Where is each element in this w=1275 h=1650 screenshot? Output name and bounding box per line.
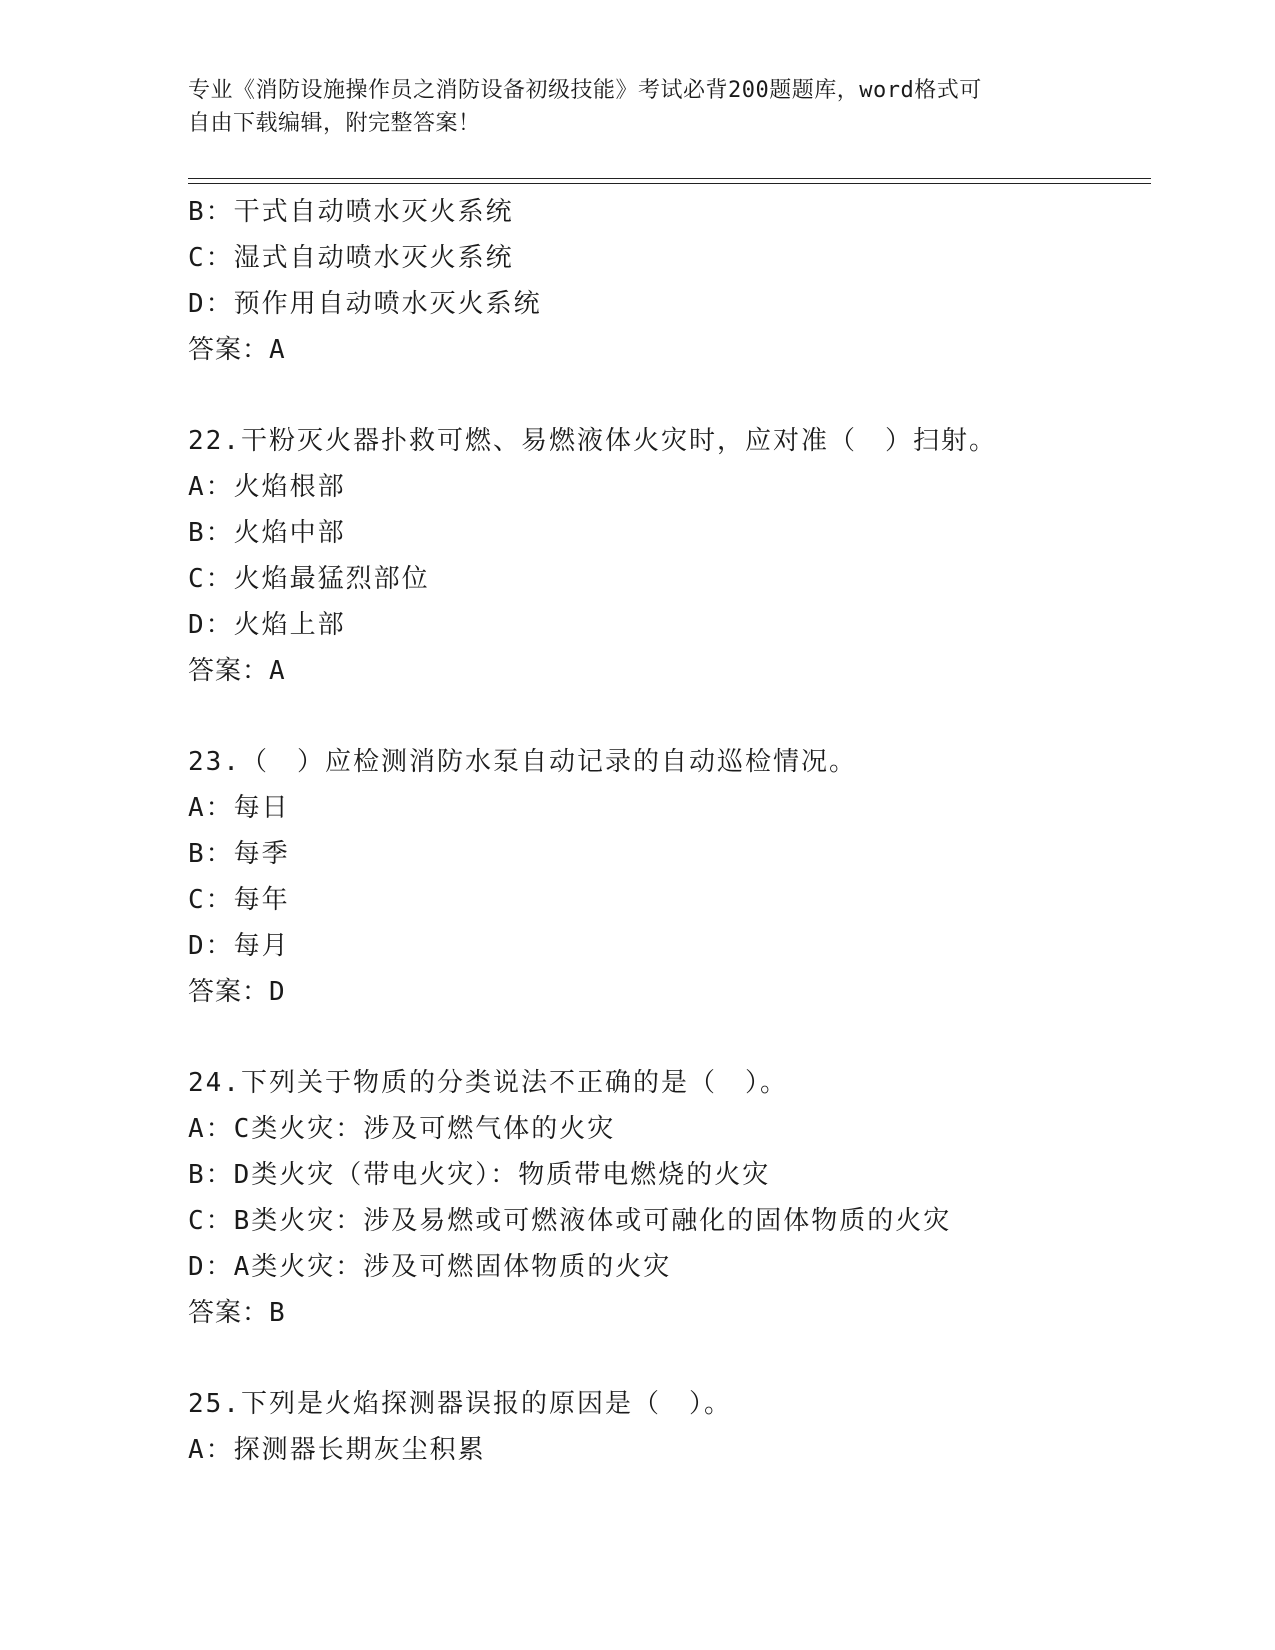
answer-line: 答案：D (188, 977, 286, 1007)
question-stem: 23.（ ）应检测消防水泵自动记录的自动巡检情况。 (188, 747, 857, 777)
question-block-24 (188, 1060, 1148, 1336)
answer-line: 答案：A (188, 656, 286, 686)
spacer (188, 373, 1148, 418)
question-list (188, 189, 1148, 1473)
header-title-line-1: 专业《消防设施操作员之消防设备初级技能》考试必背200题题库，word格式可 (188, 78, 982, 103)
header-divider-top (188, 178, 1151, 179)
question-stem: 24.下列关于物质的分类说法不正确的是（ ）。 (188, 1068, 788, 1098)
option-d: D：预作用自动喷水灭火系统 (188, 289, 542, 319)
option-c: C：每年 (188, 885, 290, 915)
question-stem: 22.干粉灭火器扑救可燃、易燃液体火灾时，应对准（ ）扫射。 (188, 426, 997, 456)
option-d: D：A类火灾：涉及可燃固体物质的火灾 (188, 1252, 672, 1282)
question-block-23 (188, 739, 1148, 1015)
option-a: A：探测器长期灰尘积累 (188, 1435, 486, 1465)
option-b: B：D类火灾（带电火灾）：物质带电燃烧的火灾 (188, 1160, 771, 1190)
option-a: A：火焰根部 (188, 472, 346, 502)
option-c: C：火焰最猛烈部位 (188, 564, 430, 594)
option-b: B：火焰中部 (188, 518, 346, 548)
answer-line: 答案：B (188, 1298, 286, 1328)
spacer (188, 1336, 1148, 1381)
question-stem: 25.下列是火焰探测器误报的原因是（ ）。 (188, 1389, 732, 1419)
spacer (188, 694, 1148, 739)
answer-line: 答案：A (188, 335, 286, 365)
option-b: B：干式自动喷水灭火系统 (188, 197, 514, 227)
option-a: A：每日 (188, 793, 290, 823)
document-header (188, 74, 1088, 140)
option-c: C：湿式自动喷水灭火系统 (188, 243, 514, 273)
option-c: C：B类火灾：涉及易燃或可燃液体或可融化的固体物质的火灾 (188, 1206, 952, 1236)
option-b: B：每季 (188, 839, 290, 869)
question-block-continued (188, 189, 1148, 373)
header-divider-bottom (188, 183, 1151, 184)
question-block-25 (188, 1381, 1148, 1473)
option-a: A：C类火灾：涉及可燃气体的火灾 (188, 1114, 616, 1144)
spacer (188, 1015, 1148, 1060)
question-block-22 (188, 418, 1148, 694)
option-d: D：每月 (188, 931, 290, 961)
header-title-line-2: 自由下载编辑，附完整答案！ (188, 111, 481, 136)
option-d: D：火焰上部 (188, 610, 346, 640)
